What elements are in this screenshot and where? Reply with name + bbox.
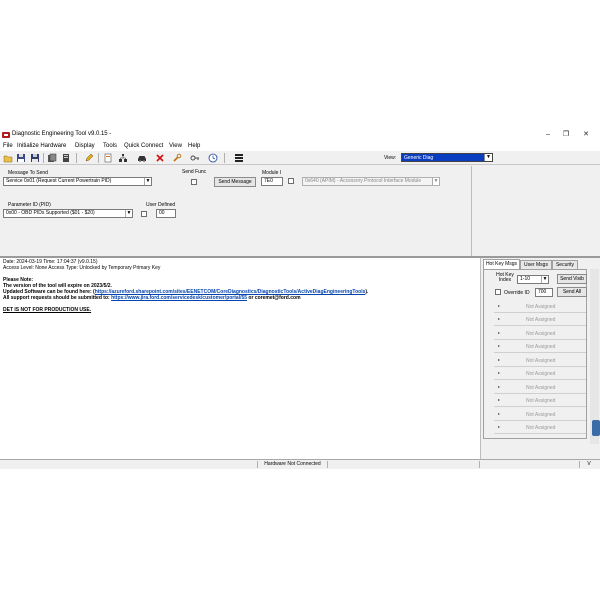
hotkey-label: Not Assigned: [526, 385, 556, 391]
title-bar: [0, 128, 600, 142]
hotkey-row[interactable]: [494, 394, 586, 407]
pencil-icon[interactable]: [84, 153, 94, 163]
wrench-icon[interactable]: [172, 153, 182, 163]
minimize-button[interactable]: –: [546, 131, 550, 138]
network-icon[interactable]: [118, 153, 128, 163]
status-cell-right: [480, 461, 580, 468]
message-to-send-label: Message To Send: [8, 170, 48, 176]
hotkey-row[interactable]: [494, 300, 586, 313]
status-bar: [0, 459, 600, 469]
window-title: Diagnostic Engineering Tool v9.0.15: [12, 131, 108, 137]
menu-file[interactable]: File: [3, 143, 13, 149]
toolbar-separator: [43, 153, 44, 163]
close-button[interactable]: ✕: [583, 131, 589, 138]
pid-label: Parameter ID (PID): [8, 202, 51, 208]
tab-hot-key-msgs[interactable]: Hot Key Msgs: [483, 259, 520, 269]
car-icon[interactable]: [137, 153, 147, 163]
override-id-checkbox[interactable]: [495, 289, 501, 295]
send-func-checkbox[interactable]: [191, 179, 197, 185]
menu-bar: [0, 142, 600, 151]
app-icon: [2, 131, 10, 139]
toolbar: [0, 151, 600, 165]
override-id-label: Override ID: [504, 290, 530, 296]
maximize-button[interactable]: ❐: [562, 131, 570, 138]
hotkey-row[interactable]: [494, 408, 586, 421]
row-arrow-icon: ▸: [498, 424, 501, 429]
update-link[interactable]: https://azureford.sharepoint.com/sites/EENETCOM/CoreDiagnostics/DiagnosticTools/ActiveDiagEngineeringTools: [94, 289, 366, 295]
module-id-label: Module I: [262, 170, 282, 176]
status-cell-left: [0, 461, 258, 468]
toolbar-separator: [98, 153, 99, 163]
pid-select[interactable]: [3, 209, 133, 218]
menu-view[interactable]: View: [169, 143, 182, 149]
chevron-down-icon[interactable]: ▼: [433, 178, 439, 184]
view-label: View:: [384, 155, 397, 161]
menu-quick-connect[interactable]: Quick Connect: [124, 143, 164, 149]
module-id-field[interactable]: 7E0: [261, 177, 283, 186]
status-cell-middle: [328, 461, 480, 468]
hotkey-row[interactable]: [494, 340, 586, 353]
panel-handle[interactable]: [592, 420, 600, 436]
module-checkbox[interactable]: [288, 178, 294, 184]
send-message-button[interactable]: Send Message: [214, 177, 256, 187]
hotkey-label: Not Assigned: [526, 331, 556, 337]
menu-help[interactable]: Help: [188, 143, 201, 149]
chevron-down-icon[interactable]: ▼: [126, 210, 132, 216]
module-select[interactable]: [302, 177, 440, 186]
user-defined-checkbox[interactable]: [141, 211, 147, 217]
status-corner: V: [587, 461, 591, 467]
user-defined-field[interactable]: 00: [156, 209, 176, 218]
hot-key-index-select[interactable]: [517, 275, 549, 284]
tab-security[interactable]: Security: [552, 260, 578, 269]
hotkey-label: Not Assigned: [526, 425, 556, 431]
override-id-field[interactable]: 700: [535, 288, 553, 297]
hotkey-label: Not Assigned: [526, 344, 556, 350]
log-date-line: Date: 2024-03-19 Time: 17:04:37 (v9.0.15): [3, 259, 98, 265]
row-arrow-icon: ▸: [498, 411, 501, 416]
view-select[interactable]: [401, 153, 493, 162]
row-arrow-icon: ▸: [498, 330, 501, 335]
log-access-line: Access Level: None Access Type: Unlocked by Temporary Primary Key: [3, 265, 161, 271]
toolbar-separator: [224, 153, 225, 163]
side-scrollbar[interactable]: [590, 269, 599, 444]
log-expire-line: The version of the tool will expire on 2023/5/2.: [3, 283, 112, 289]
right-top-panel: [471, 166, 600, 256]
key-icon[interactable]: [190, 153, 200, 163]
row-arrow-icon: ▸: [498, 343, 501, 348]
send-visible-button[interactable]: Send Visib: [557, 274, 587, 284]
save-as-icon[interactable]: [30, 153, 40, 163]
menu-initialize-hardware[interactable]: Initialize Hardware: [17, 143, 67, 149]
hotkey-row[interactable]: [494, 313, 586, 326]
app-window: [0, 128, 600, 469]
row-arrow-icon: ▸: [498, 316, 501, 321]
log-update-line: Updated Software can be found here: (https://azureford.sharepoint.com/sites/EENETCOM/CoreDiagnostics/DiagnosticTools/ActiveDiagEngineeringTools).: [3, 289, 369, 295]
hot-key-index-value: 1-10: [520, 276, 531, 282]
hotkey-tab-body: [483, 269, 587, 439]
hotkey-label: Not Assigned: [526, 317, 556, 323]
folder-open-icon[interactable]: [3, 153, 13, 163]
hotkey-label: Not Assigned: [526, 371, 556, 377]
hotkey-label: Not Assigned: [526, 412, 556, 418]
hotkey-label: Not Assigned: [526, 304, 556, 310]
send-all-button[interactable]: Send All: [557, 287, 587, 297]
chevron-down-icon[interactable]: ▼: [145, 178, 151, 184]
row-arrow-icon: ▸: [498, 384, 501, 389]
page-icon[interactable]: [103, 153, 113, 163]
module-select-value: 0x640 (APIM) - Accessory Protocol Interface Module: [305, 178, 422, 184]
hotkey-row[interactable]: [494, 381, 586, 394]
clock-icon[interactable]: [208, 153, 218, 163]
hot-key-index-label: Hot Key Index: [496, 272, 514, 283]
hotkey-row[interactable]: [494, 367, 586, 380]
pid-select-value: 0x00 - OBD PIDs Supported ($01 - $20): [6, 210, 95, 216]
menu-tools[interactable]: Tools: [103, 143, 118, 149]
send-func-label: Send Func: [182, 169, 207, 175]
row-arrow-icon: ▸: [498, 370, 501, 375]
row-arrow-icon: ▸: [498, 303, 501, 308]
hotkey-row[interactable]: [494, 421, 586, 434]
hotkey-panel: [482, 258, 600, 459]
support-link[interactable]: https://www.jira.ford.com/servicedesk/customer/portal/55: [111, 295, 248, 301]
log-support-line: All support requests should be submitted to: https://www.jira.ford.com/servicedesk/customer/portal/55 or coremet@ford.com: [3, 295, 301, 301]
view-select-value: Generic Diag: [404, 155, 434, 161]
row-arrow-icon: ▸: [498, 357, 501, 362]
log-output: [0, 258, 481, 459]
user-defined-label: User Defined: [146, 202, 176, 208]
message-panel: [0, 166, 470, 256]
stack-icon[interactable]: [47, 153, 57, 163]
toolbar-separator: [76, 153, 77, 163]
delete-icon[interactable]: [155, 153, 165, 163]
save-icon[interactable]: [16, 153, 26, 163]
hotkey-label: Not Assigned: [526, 358, 556, 364]
support-email[interactable]: coremet@ford.com: [254, 295, 301, 301]
hotkey-label: Not Assigned: [526, 398, 556, 404]
window-title-suffix: -: [109, 131, 112, 137]
tab-user-msgs[interactable]: User Msgs: [520, 260, 552, 269]
document-icon[interactable]: [61, 153, 71, 163]
hotkey-row[interactable]: [494, 354, 586, 367]
log-warning: DET IS NOT FOR PRODUCTION USE.: [3, 307, 92, 313]
row-arrow-icon: ▸: [498, 397, 501, 402]
hotkey-row[interactable]: [494, 327, 586, 340]
log-note-heading: Please Note:: [3, 277, 34, 283]
message-to-send-select[interactable]: [3, 177, 152, 186]
chevron-down-icon[interactable]: ▼: [542, 276, 548, 282]
menu-display[interactable]: Display: [75, 143, 95, 149]
hardware-status: Hardware Not Connected: [258, 461, 328, 468]
chevron-down-icon[interactable]: ▼: [484, 154, 492, 161]
message-to-send-value: Service 0x01 (Request Current Powertrain PID): [6, 178, 112, 184]
module-icon[interactable]: [234, 153, 244, 163]
